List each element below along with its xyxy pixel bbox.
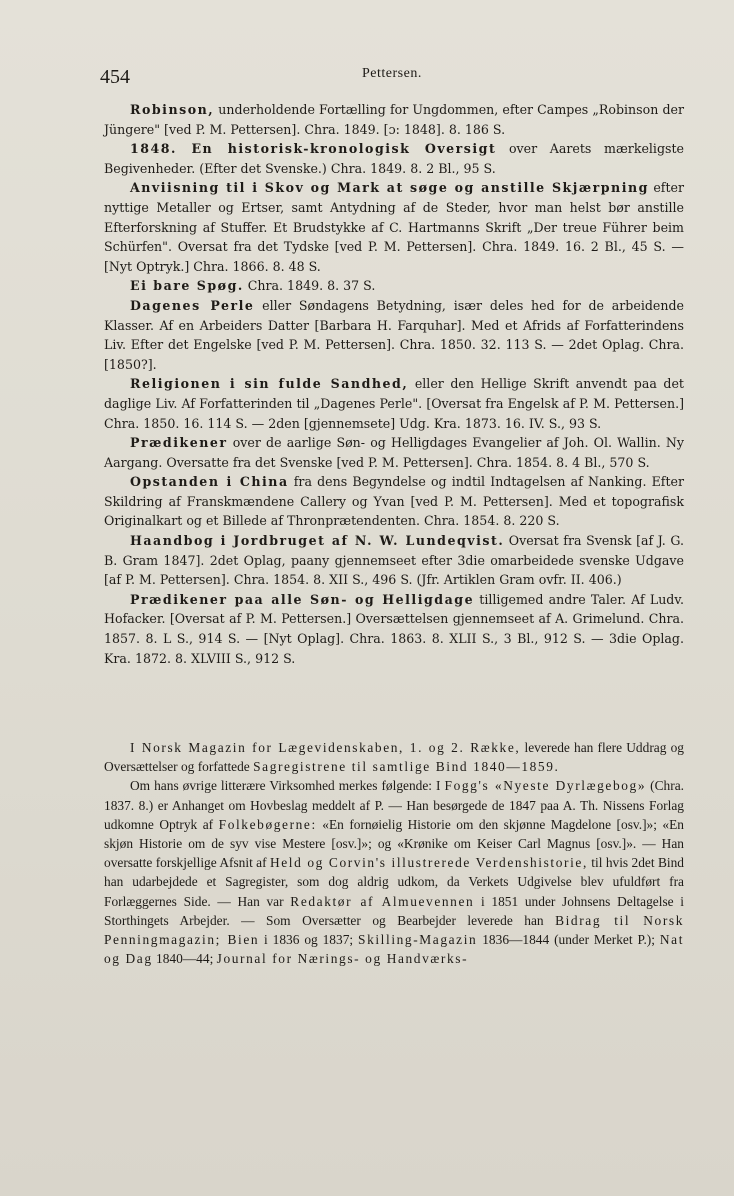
entry-title: Prædikener paa alle Søn- og Helligdage: [130, 591, 475, 607]
spaced-text: Skilling-Magazin: [358, 932, 478, 948]
bibliography-entry: [104, 139, 684, 178]
entry-text: Chra. 1849. 8. 37 S.: [243, 278, 376, 294]
entry-title: Prædikener: [130, 435, 228, 451]
bibliography-entry: [104, 374, 684, 433]
page-header: [100, 66, 674, 90]
entry-title: Religionen i sin fulde Sandhed,: [130, 376, 409, 392]
bibliography-entry: [104, 178, 684, 276]
entry-text: underholdende Fortælling for Ungdommen, efter Campes „Robinson der Jüngere" [ved P. M. Pettersen]. Chra. 1849. [ɔ: 1848]. 8. 186 S.: [104, 102, 684, 137]
bibliography-entry: [104, 590, 684, 668]
entry-text: efter nyttige Metaller og Ertser, samt Antydning af de Steder, hvor man helst bør anstille Efterforskning af Stuffer. Et Brudstykke af C. Hartmanns Skrift „Der treue Führer beim Schürfen". Oversat fra det Tydske [ved P. M. Pettersen]. Chra. 1849. 16. 2 Bl., 45 S. — [Nyt Optryk.] Chra. 1866. 8. 48 S.: [104, 180, 685, 274]
spaced-text: Nat og Dag: [104, 932, 685, 967]
body-text: i 1836 og 1837;: [259, 932, 359, 948]
entry-title: Haandbog i Jordbruget af N. W. Lundeqvist.: [130, 533, 505, 549]
body-text: 1836—1844 (under Merket P.);: [477, 932, 660, 948]
entry-title: Ei bare Spøg.: [130, 278, 244, 294]
bibliography-entry: [104, 296, 684, 374]
entry-text: Oversat fra Svensk [af J. G. B. Gram 1847]. 2det Oplag, paany gjennemseet efter 3die omarbeidede svenske Udgave [af P. M. Pettersen]. Chra. 1854. 8. XII S., 496 S. (Jfr. Artiklen Gram ovfr. II. 406.): [104, 533, 684, 588]
spaced-text: Journal for Nærings- og Handværks-: [216, 951, 469, 967]
spaced-text: Bidrag til Norsk Penningmagazin; Bien: [104, 912, 684, 948]
bibliography-entry: [104, 276, 684, 296]
spaced-text: Fogg's «Nyeste Dyrlægebog»: [444, 778, 647, 794]
bibliography-entry: [104, 100, 684, 139]
spaced-text: Redaktør af Almuevennen: [290, 893, 475, 909]
spaced-text: Folkebøgerne:: [218, 816, 317, 832]
paragraph-activity: [104, 776, 684, 968]
body-text: i 1851 under Johnsens Deltagelse i Storthingets Arbejder. — Som Oversætter og Bearbejder leverede han: [104, 893, 684, 928]
entry-text: eller Søndagens Betydning, især deles hed for de arbeidende Klasser. Af en Arbeiders Datter [Barbara H. Farquhar]. Med et Afrids af Forfatterindens Liv. Efter det Engelske [ved P. M. Pettersen]. Chra. 1850. 32. 113 S. — 2det Oplag. Chra. [1850?].: [104, 297, 684, 372]
body-text: til hvis 2det Bind han udarbejdede et Sagregister, som dog aldrig udkom, da Verkets Udgivelse blev ufuldført fra Forlæggernes Side. — Han var: [104, 855, 684, 909]
spaced-text: Held og Corvin's illustrerede Verdenshistorie,: [269, 855, 588, 871]
bibliography-entry: [104, 472, 684, 531]
body-text: (Chra. 1837. 8.) er Anhanget om Hovbeslag meddelt af P. — Han besørgede de 1847 paa A. Th. Nissens Forlag udkomne Optryk af: [104, 778, 685, 832]
entry-text: over de aarlige Søn- og Helligdages Evangelier af Joh. Ol. Wallin. Ny Aargang. Oversatte fra det Svenske [ved P. M. Pettersen]. Chra. 1854. 8. 4 Bl., 570 S.: [104, 435, 684, 470]
entry-title: Opstanden i China: [130, 474, 289, 490]
running-head: Pettersen.: [362, 66, 422, 81]
entry-text: over Aarets mærkeligste Begivenheder. (Efter det Svenske.) Chra. 1849. 8. 2 Bl., 95 S.: [104, 141, 684, 176]
entry-title: 1848. En historisk-kronologisk Oversigt: [130, 141, 497, 157]
entry-text: fra dens Begyndelse og indtil Indtagelsen af Nanking. Efter Skildring af Franskmændene Callery og Yvan [ved P. M. Pettersen]. Med et topografisk Originalkart og et Billede af Thronprætendenten. Chra. 1854. 8. 220 S.: [104, 474, 684, 529]
bibliography-entry: [104, 531, 684, 590]
entry-title: Robinson,: [130, 102, 215, 117]
prose-section: [104, 738, 684, 968]
bibliography-entry: [104, 433, 684, 472]
spaced-text: Sagregistrene til samtlige Bind 1840—1859.: [253, 759, 560, 775]
entry-text: tilligemed andre Taler. Af Ludv. Hofacker. [Oversat af P. M. Pettersen.] Oversættelsen gjennemseet af A. Grimelund. Chra. 1857. 8. L S., 914 S. — [Nyt Oplag]. Chra. 1863. 8. XLII S., 3 Bl., 912 S. — 3die Oplag. Kra. 1872. 8. XLVIII S., 912 S.: [104, 591, 684, 666]
body-text: leverede han flere Uddrag og Oversættelser og forfattede: [104, 740, 684, 775]
bibliography-entries: [104, 100, 684, 668]
spaced-text: I Norsk Magazin for Lægevidenskaben, 1. og 2. Række,: [130, 740, 521, 755]
body-text: 1840—44;: [152, 951, 217, 967]
paragraph-magazin: [104, 738, 684, 776]
body-text: Om hans øvrige litterære Virksomhed merkes følgende: I: [130, 778, 445, 794]
entry-title: Anviisning til i Skov og Mark at søge og anstille Skjærpning: [130, 180, 649, 196]
body-text: «En fornøielig Historie om den skjønne Magdelone [osv.]»; «En skjøn Historie om de syv vise Mestere [osv.]»; og «Krønike om Keiser Carl Magnus [osv.]». — Han oversatte forskjellige Afsnit af: [104, 816, 685, 871]
entry-text: eller den Hellige Skrift anvendt paa det daglige Liv. Af Forfatterinden til „Dagenes Perle". [Oversat fra Engelsk af P. M. Pettersen.] Chra. 1850. 16. 114 S. — 2den [gjennemsete] Udg. Kra. 1873. 16. IV. S., 93 S.: [104, 376, 684, 431]
page-number: 454: [100, 66, 130, 88]
entry-title: Dagenes Perle: [130, 297, 255, 313]
